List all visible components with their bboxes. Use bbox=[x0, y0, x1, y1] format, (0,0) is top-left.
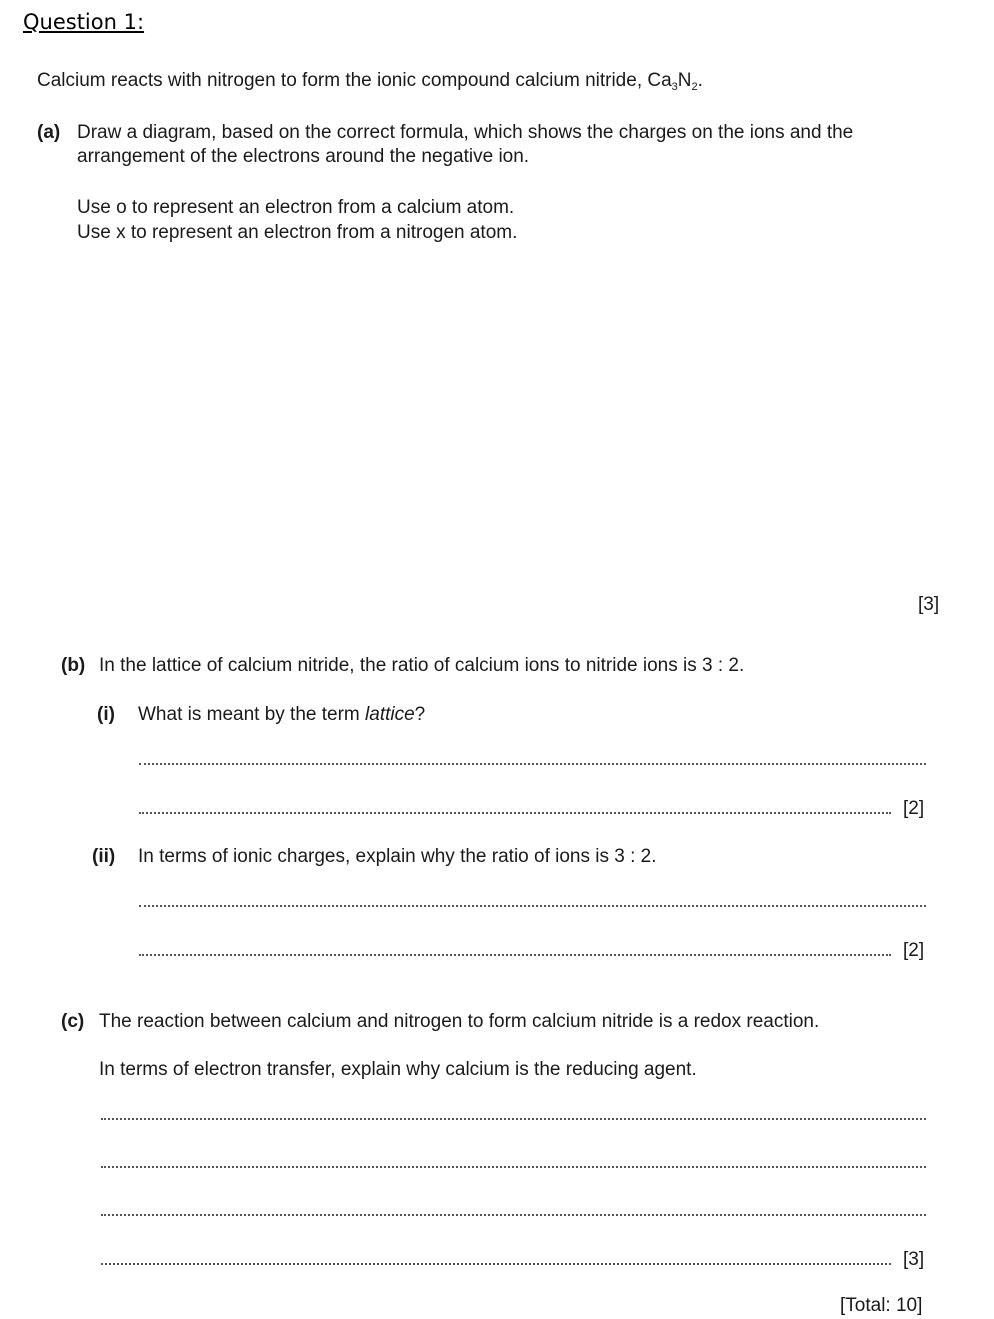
answer-line-b-ii-1[interactable] bbox=[139, 905, 926, 907]
answer-line-b-ii-2[interactable] bbox=[139, 954, 891, 956]
part-b-i-text-pre: What is meant by the term bbox=[138, 704, 366, 725]
part-b-i-label: (i) bbox=[97, 704, 115, 725]
part-a-instruction-2: Use x to represent an electron from a nitrogen atom. bbox=[77, 222, 518, 243]
question-title: Question 1: bbox=[23, 10, 145, 34]
part-b-text: In the lattice of calcium nitride, the ratio of calcium ions to nitride ions is 3 : 2. bbox=[99, 655, 745, 676]
part-b-i-text bbox=[138, 703, 425, 727]
part-c-marks: [3] bbox=[903, 1249, 925, 1270]
part-c-subtext: In terms of electron transfer, explain why calcium is the reducing agent. bbox=[99, 1059, 697, 1080]
part-b-i-marks: [2] bbox=[903, 798, 925, 819]
intro-text bbox=[37, 69, 703, 93]
total-marks: [Total: 10] bbox=[840, 1295, 923, 1316]
part-b-i-term: lattice bbox=[365, 704, 415, 725]
answer-line-c-3[interactable] bbox=[101, 1214, 926, 1216]
answer-line-b-i-2[interactable] bbox=[139, 812, 891, 814]
part-a-marks: [3] bbox=[918, 594, 940, 615]
formula-n: N bbox=[677, 70, 692, 91]
part-a-line2: arrangement of the electrons around the negative ion. bbox=[77, 146, 530, 167]
part-b-ii-text: In terms of ionic charges, explain why the ratio of ions is 3 : 2. bbox=[138, 846, 657, 867]
part-b-ii-label: (ii) bbox=[92, 846, 116, 867]
answer-line-c-1[interactable] bbox=[101, 1118, 926, 1120]
answer-line-c-2[interactable] bbox=[101, 1166, 926, 1168]
part-c-text: The reaction between calcium and nitrogen to form calcium nitride is a redox reaction. bbox=[99, 1011, 820, 1032]
formula-sub-2: 2 bbox=[691, 81, 698, 93]
intro-end: . bbox=[697, 70, 703, 91]
part-a-instruction-1: Use o to represent an electron from a calcium atom. bbox=[77, 197, 515, 218]
formula-sub-3: 3 bbox=[671, 81, 678, 93]
part-a-label: (a) bbox=[37, 122, 61, 143]
part-b-i-text-post: ? bbox=[414, 704, 426, 725]
part-a-line1: Draw a diagram, based on the correct formula, which shows the charges on the ions and the bbox=[77, 122, 854, 143]
answer-line-c-4[interactable] bbox=[101, 1263, 891, 1265]
intro-main: Calcium reacts with nitrogen to form the ionic compound calcium nitride, Ca bbox=[37, 70, 672, 91]
answer-line-b-i-1[interactable] bbox=[139, 763, 926, 765]
part-b-ii-marks: [2] bbox=[903, 940, 925, 961]
part-b-label: (b) bbox=[61, 655, 86, 676]
part-c-label: (c) bbox=[61, 1011, 85, 1032]
